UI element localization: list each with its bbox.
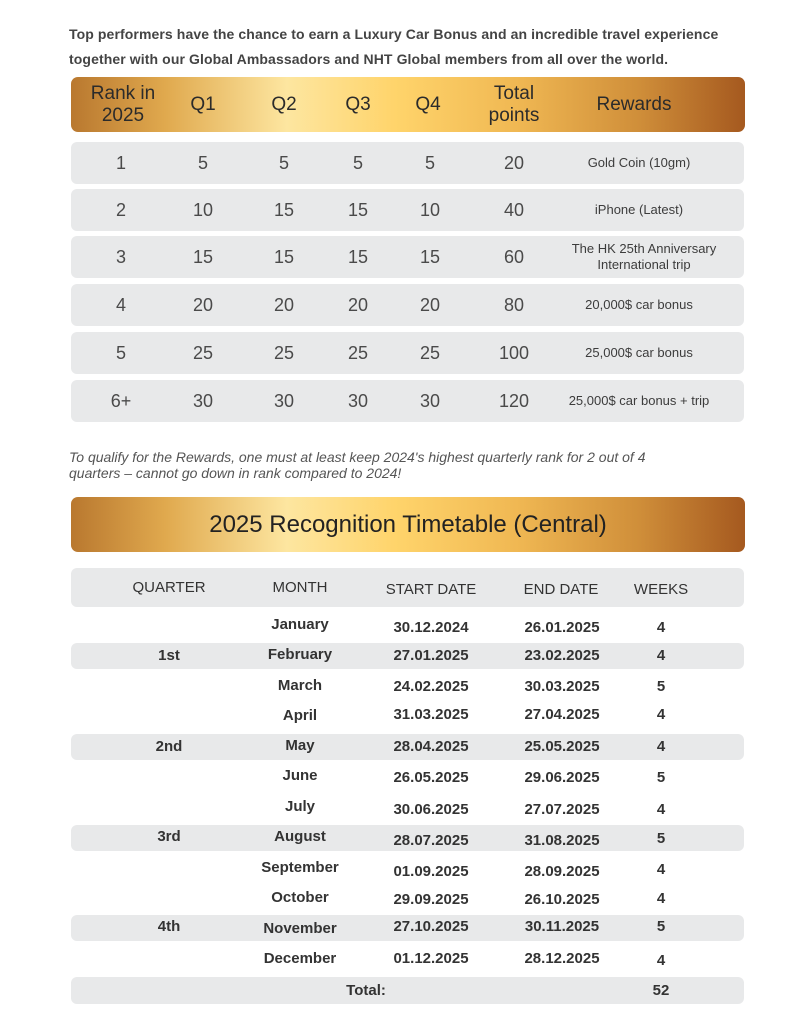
weeks-cell: 4 xyxy=(656,647,666,664)
total-cell: 40 xyxy=(503,199,525,220)
table-row xyxy=(71,236,744,278)
weeks-cell: 4 xyxy=(656,890,666,907)
header-total xyxy=(474,77,554,132)
month-cell: June xyxy=(282,767,318,784)
month-cell: November xyxy=(263,920,337,937)
start-date-cell: 27.10.2025 xyxy=(393,918,469,935)
reward-line1: The HK 25th Anniversary xyxy=(571,241,717,256)
end-date-cell: 28.09.2025 xyxy=(524,863,600,880)
header-quarter: QUARTER xyxy=(132,579,206,596)
q2-cell: 15 xyxy=(273,199,295,220)
quarter-label: 3rd xyxy=(157,828,181,845)
intro-paragraph xyxy=(69,22,769,72)
end-date-cell: 23.02.2025 xyxy=(524,647,600,664)
weeks-cell: 5 xyxy=(656,678,666,695)
start-date-cell: 30.06.2025 xyxy=(393,801,469,818)
total-cell: 120 xyxy=(498,390,530,411)
start-date-cell: 31.03.2025 xyxy=(393,706,469,723)
weeks-cell: 5 xyxy=(656,830,666,847)
month-cell: August xyxy=(274,828,326,845)
end-date-cell: 25.05.2025 xyxy=(524,738,600,755)
reward-cell: Gold Coin (10gm) xyxy=(587,155,691,170)
total-label: Total: xyxy=(346,982,386,999)
reward-cell xyxy=(549,236,739,278)
q4-cell: 15 xyxy=(419,246,441,267)
q4-cell: 10 xyxy=(419,199,441,220)
q1-cell: 20 xyxy=(192,294,214,315)
month-cell: January xyxy=(271,616,329,633)
weeks-cell: 4 xyxy=(656,861,666,878)
month-cell: July xyxy=(284,798,316,815)
qualify-note xyxy=(69,449,759,481)
q3-cell: 15 xyxy=(347,199,369,220)
q3-cell: 20 xyxy=(347,294,369,315)
header-total-line2: points xyxy=(488,104,540,126)
start-date-cell: 24.02.2025 xyxy=(393,678,469,695)
header-weeks: WEEKS xyxy=(633,581,689,598)
end-date-cell: 27.07.2025 xyxy=(524,801,600,818)
header-q2: Q2 xyxy=(271,93,297,115)
header-total-line1: Total xyxy=(493,82,535,104)
q2-cell: 25 xyxy=(273,342,295,363)
reward-cell: 25,000$ car bonus + trip xyxy=(568,393,710,408)
end-date-cell: 28.12.2025 xyxy=(524,950,600,967)
timetable-title: 2025 Recognition Timetable (Central) xyxy=(71,497,745,552)
weeks-cell: 5 xyxy=(656,918,666,935)
q1-cell: 5 xyxy=(197,152,208,173)
q3-cell: 30 xyxy=(347,390,369,411)
q1-cell: 30 xyxy=(192,390,214,411)
total-cell: 80 xyxy=(503,294,525,315)
month-cell: March xyxy=(277,677,323,694)
month-cell: February xyxy=(267,646,333,663)
start-date-cell: 27.01.2025 xyxy=(393,647,469,664)
q2-cell: 30 xyxy=(273,390,295,411)
rank-cell: 3 xyxy=(115,246,126,267)
quarter-label: 2nd xyxy=(155,738,183,755)
header-rank-line2: 2025 xyxy=(101,104,145,126)
reward-cell: 25,000$ car bonus xyxy=(585,345,693,360)
end-date-cell: 30.03.2025 xyxy=(524,678,600,695)
end-date-cell: 27.04.2025 xyxy=(524,706,600,723)
rank-cell: 4 xyxy=(115,294,126,315)
weeks-cell: 4 xyxy=(656,619,666,636)
month-cell: September xyxy=(261,859,339,876)
q1-cell: 25 xyxy=(192,342,214,363)
start-date-cell: 26.05.2025 xyxy=(393,769,469,786)
weeks-cell: 4 xyxy=(656,738,666,755)
header-q4: Q4 xyxy=(415,93,441,115)
start-date-cell: 28.07.2025 xyxy=(393,832,469,849)
rank-cell: 5 xyxy=(115,342,126,363)
reward-cell: 20,000$ car bonus xyxy=(585,297,693,312)
table-row xyxy=(71,142,744,184)
header-month: MONTH xyxy=(272,579,328,596)
rank-cell: 2 xyxy=(115,199,126,220)
intro-line-1: Top performers have the chance to earn a Luxury Car Bonus and an incredible travel experience xyxy=(69,26,719,42)
weeks-cell: 4 xyxy=(656,801,666,818)
start-date-cell: 28.04.2025 xyxy=(393,738,469,755)
total-weeks: 52 xyxy=(652,982,670,999)
q2-cell: 20 xyxy=(273,294,295,315)
quarter-label: 1st xyxy=(158,647,180,664)
q3-cell: 25 xyxy=(347,342,369,363)
qualify-note-line2: quarters – cannot go down in rank compared to 2024! xyxy=(69,465,402,481)
q3-cell: 15 xyxy=(347,246,369,267)
month-cell: October xyxy=(271,889,329,906)
quarter-label: 4th xyxy=(157,918,181,935)
total-stripe xyxy=(71,977,744,1004)
start-date-cell: 30.12.2024 xyxy=(393,619,469,636)
weeks-cell: 4 xyxy=(656,952,666,969)
reward-line2: International trip xyxy=(597,257,691,272)
q3-cell: 5 xyxy=(352,152,363,173)
q2-cell: 5 xyxy=(278,152,289,173)
qualify-note-line1: To qualify for the Rewards, one must at least keep 2024's highest quarterly rank for 2 out of 4 xyxy=(69,449,646,465)
header-q3: Q3 xyxy=(345,93,371,115)
end-date-cell: 26.10.2025 xyxy=(524,891,600,908)
header-end-date: END DATE xyxy=(523,581,599,598)
weeks-cell: 4 xyxy=(656,706,666,723)
end-date-cell: 31.08.2025 xyxy=(524,832,600,849)
end-date-cell: 29.06.2025 xyxy=(524,769,600,786)
rank-table-header xyxy=(71,77,745,132)
q2-cell: 15 xyxy=(273,246,295,267)
table-row xyxy=(71,284,744,326)
table-row xyxy=(71,380,744,422)
rank-cell: 1 xyxy=(115,152,126,173)
table-row xyxy=(71,332,744,374)
start-date-cell: 29.09.2025 xyxy=(393,891,469,908)
header-rank xyxy=(83,77,163,132)
intro-line-2: together with our Global Ambassadors and NHT Global members from all over the world. xyxy=(69,51,669,67)
q4-cell: 30 xyxy=(419,390,441,411)
weeks-cell: 5 xyxy=(656,769,666,786)
q4-cell: 5 xyxy=(424,152,435,173)
header-rank-line1: Rank in xyxy=(90,82,156,104)
start-date-cell: 01.12.2025 xyxy=(393,950,469,967)
header-q1: Q1 xyxy=(190,93,216,115)
month-cell: May xyxy=(285,737,315,754)
timetable-header xyxy=(71,568,744,607)
end-date-cell: 30.11.2025 xyxy=(524,918,600,935)
q1-cell: 15 xyxy=(192,246,214,267)
header-start-date: START DATE xyxy=(385,581,477,598)
total-cell: 60 xyxy=(503,246,525,267)
reward-cell: iPhone (Latest) xyxy=(594,202,684,217)
q4-cell: 20 xyxy=(419,294,441,315)
header-rewards: Rewards xyxy=(596,93,672,115)
table-row xyxy=(71,189,744,231)
month-cell: December xyxy=(263,950,337,967)
total-cell: 100 xyxy=(498,342,530,363)
rank-cell: 6+ xyxy=(110,390,132,411)
end-date-cell: 26.01.2025 xyxy=(524,619,600,636)
q1-cell: 10 xyxy=(192,199,214,220)
month-cell: April xyxy=(282,707,318,724)
total-cell: 20 xyxy=(503,152,525,173)
start-date-cell: 01.09.2025 xyxy=(393,863,469,880)
q4-cell: 25 xyxy=(419,342,441,363)
